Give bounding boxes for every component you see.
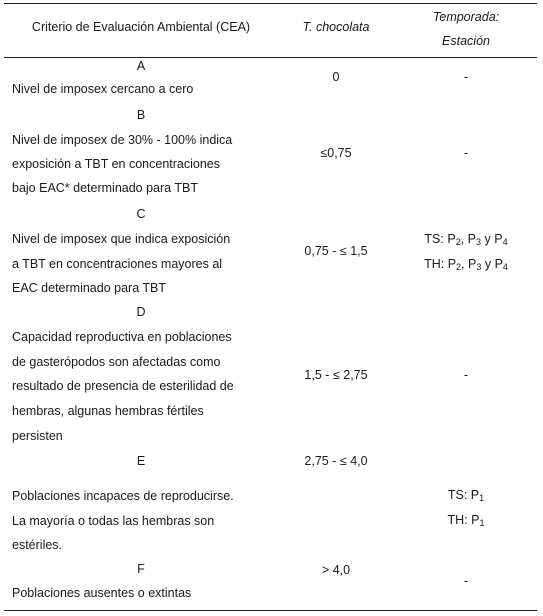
- row-c-value: 0,75 - ≤ 1,5: [304, 244, 368, 258]
- table-bottom-rule: [4, 610, 537, 611]
- row-f-letter: F: [137, 562, 145, 576]
- row-d-letter: D: [136, 305, 146, 319]
- table-top-rule: [4, 3, 537, 4]
- row-d-estacion: -: [463, 368, 469, 382]
- header-criterio: Criterio de Evaluación Ambiental (CEA): [31, 20, 251, 34]
- row-d-line-3: resultado de presencia de esterilidad de: [12, 379, 234, 393]
- header-temporada: Temporada:: [432, 10, 500, 24]
- header-estacion: Estación: [442, 34, 490, 48]
- row-e-line-3: estériles.: [12, 538, 63, 552]
- row-e-line-2: La mayoría o todas las hembras son: [12, 514, 215, 528]
- row-f-value: > 4,0: [321, 563, 351, 577]
- row-d-value: 1,5 - ≤ 2,75: [304, 368, 368, 382]
- row-c-letter: C: [136, 207, 146, 221]
- row-c-line-1: Nivel de imposex que indica exposición: [12, 232, 231, 246]
- row-d-line-1: Capacidad reproductiva en poblaciones: [12, 330, 232, 344]
- row-a-line-1: Nivel de imposex cercano a cero: [12, 82, 194, 96]
- row-d-line-4: hembras, algunas hembras fértiles: [12, 404, 204, 418]
- row-f-line-1: Poblaciones ausentes o extintas: [12, 586, 192, 600]
- row-c-line-2: a TBT en concentraciones mayores al: [12, 257, 223, 271]
- row-e-letter: E: [136, 454, 146, 468]
- row-b-letter: B: [136, 108, 146, 122]
- row-e-value: 2,75 - ≤ 4,0: [304, 454, 368, 468]
- row-b-value: ≤0,75: [320, 146, 352, 160]
- row-c-line-3: EAC determinado para TBT: [12, 281, 167, 295]
- row-e-estacion-th: TH: $P_1$: [447, 513, 485, 528]
- row-e-line-1: Poblaciones incapaces de reproducirse.: [12, 489, 234, 503]
- row-b-line-1: Nivel de imposex de 30% - 100% indica: [12, 133, 233, 147]
- header-bottom-rule: [4, 57, 537, 58]
- row-a-estacion: -: [463, 70, 469, 84]
- row-d-line-2: de gasterópodos son afectadas como: [12, 355, 221, 369]
- row-b-line-2: exposición a TBT en concentraciones: [12, 157, 220, 171]
- row-f-estacion: -: [463, 574, 469, 588]
- row-a-value: 0: [332, 70, 340, 84]
- row-a-letter: A: [136, 59, 146, 73]
- row-d-line-5: persisten: [12, 429, 63, 443]
- row-c-estacion-ts: TS: $P_2$, $P_3$ y $P_4$: [424, 232, 508, 247]
- row-e-estacion-ts: TS: $P_1$: [447, 488, 485, 503]
- row-b-estacion: -: [463, 146, 469, 160]
- header-t-chocolata: T. chocolata: [302, 20, 370, 34]
- row-c-estacion-th: TH: $P_2$, $P_3$ y $P_4$: [424, 257, 508, 272]
- row-b-line-3: bajo EAC* determinado para TBT: [12, 181, 198, 195]
